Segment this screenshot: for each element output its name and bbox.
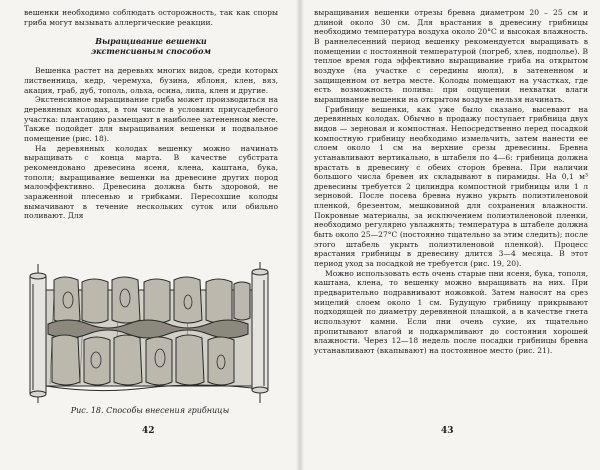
section-heading-line-1: Выращивание вешенки [95,36,207,47]
section-heading-line-2: экстенсивным способом [90,46,212,57]
page-number-right: 43 [441,426,454,436]
right-paragraph: выращивания вешенки отрезы бревна диаметром 20 – 25 см и длиной около 30 см. Для врастания в древесину грибницы необходимо температура воздуха около 20°С и высокая влажность. В раннелесенний период вешенку рекомендуется выращивать в помещении с постоянной температурой (погреб, хлев, подполье). В теплое время года эффективно выращивание гриба на открытом воздухе (на участке с середины июля), в затененном и защищенном от ветра месте. Колоды помещают на участках, где есть возможность полива: при ощущении нехватки влаги выращивание вешенки на открытом воздухе нельзя начинать. [314,8,588,104]
section-heading [24,36,278,56]
figure-mycelium-illustration [24,262,276,404]
left-paragraph: Экстенсивное выращивание гриба может производиться на деревянных колодах, в том числе в условиях приусадебного участка: плантацию размещают в наиболее затененном месте. Также подойдет для выращивания вешенки и подвальное помещение (рис. 18). [24,95,278,143]
left-page [0,0,296,470]
page-number-left: 42 [142,426,155,436]
left-paragraph: Вешенка растет на деревьях многих видов, среди которых лиственница, кедр, черемуха, бузина, яблоня, клен, вяз, акация, граб, дуб, тополь, ольха, осина, липа, клен и другие. [24,66,278,95]
left-text-column [24,8,278,221]
right-page [304,0,600,470]
right-scroll-drawing [252,262,268,403]
left-scroll-drawing [30,264,46,403]
log-row-top [54,277,250,323]
right-paragraph: Грибницу вешенки, как уже было сказано, высевают на деревянных колодах. Обычно в продажу поступает грибница двух видов — зерновая и компостная. Непосредственно перед посадкой компостную грибницу необходимо измельчить, затем нанести ее слоем около 1 см на верхние срезы древесины. Бревна устанавливают вертикально, в штабеля по 4—6: грибница должна врастать в древесину с обеих сторон бревна. При наличии большого числа бревен их складывают в пирамиды. На 0,1 м³ древесины требуется 2 цилиндра компостной грибницы или 1 л зерновой. После посева бревна нужно укрыть полиэтиленовой пленкой, брезентом, мешковиной для сохранения влажности. Покровные материалы, за исключением полиэтиленовой пленки, необходимо регулярно увлажнять; температура в штабеле должна быть около 25—27°С (постоянно тщательно за этим следить); после этого штабель укрыть полиэтиленовой пленкой). Процесс врастания грибницы в древесину длится 3—4 месяца. В этот период уход за посадкой не требуется (рис. 19, 20). [314,104,588,269]
right-text-column [314,8,588,356]
figure-caption: Рис. 18. Способы внесения грибницы [70,406,230,415]
left-paragraph: На деревянных колодах вешенку можно начинать выращивать с конца марта. В качестве субстрата рекомендовано древесина ясеня, клена, каштана, бука, тополя; выращивание вешенки на древесине других пород малоэффективно. Древесина должна быть здоровой, не зараженной плесенью и грибками. Пересохшие колоды вымачивают в течение нескольких суток или обильно поливают. Для [24,143,278,221]
right-paragraph: Можно использовать есть очень старые пни ясеня, бука, тополя, каштана, клена, то вешенку можно выращивать на них. При предварительно подравнивают ножовкой. Затем наносят на срез мицелий слоем около 1 см. Будущую грибницу прикрывают подходящей по диаметру деревянной плашкой, а в качестве гнета используют камни. Если пни очень сухие, их тщательно пропитывают влагой и подкармливают до состояния хорошей влажности. Через 12—18 недель после посадки грибницы бревна устанавливают (вкапывают) на постоянное место (рис. 21). [314,268,588,355]
left-top-paragraph: вешенки необходимо соблюдать осторожность, так как споры гриба могут вызывать аллергические реакции. [24,8,278,27]
book-gutter [296,0,304,470]
